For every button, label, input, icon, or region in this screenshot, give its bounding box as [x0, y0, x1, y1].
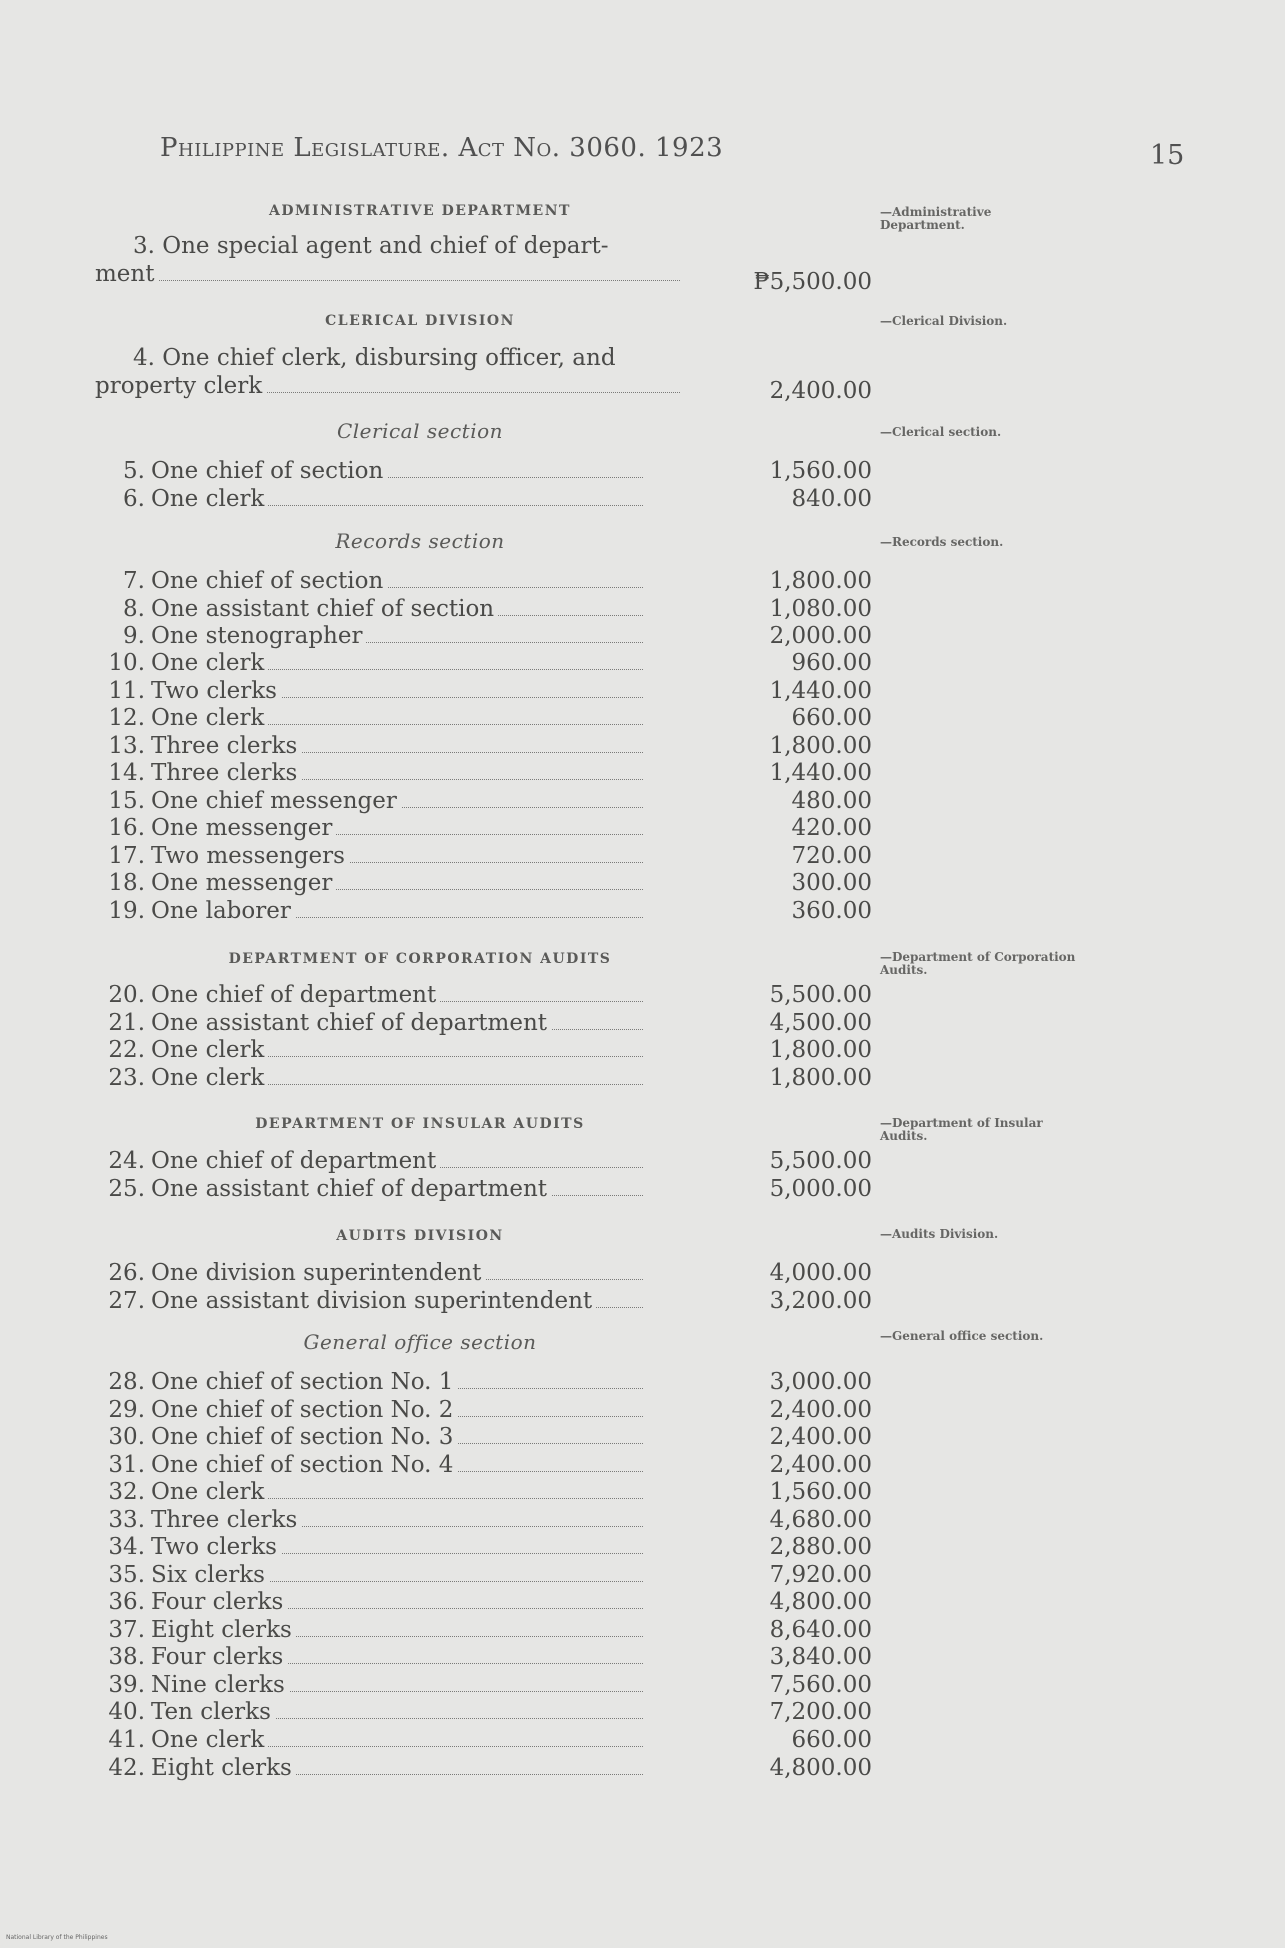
entry-4-number: 4.	[133, 345, 155, 371]
line-item-amount: 5,500.00	[769, 982, 872, 1008]
line-item-number: 21.	[108, 1010, 145, 1036]
entry-4-line1: One chief clerk, disbursing officer, and	[162, 345, 616, 371]
line-item-text: One messenger	[151, 815, 336, 841]
line-item-amount: 2,400.00	[769, 1424, 872, 1450]
line-item	[95, 1699, 651, 1727]
heading-records-section: Records section	[335, 529, 505, 553]
line-item-description	[151, 1507, 651, 1533]
line-item-text: One clerk	[151, 1037, 268, 1063]
line-item-number: 18.	[108, 870, 145, 896]
line-item-description	[151, 1148, 651, 1174]
line-item-number: 6.	[123, 486, 145, 512]
line-item-text: One chief of department	[151, 982, 440, 1008]
line-item	[95, 1176, 651, 1204]
line-item-number: 5.	[123, 458, 145, 484]
line-item	[95, 1288, 651, 1316]
line-item-number: 20.	[108, 982, 145, 1008]
line-item-amount: 5,500.00	[769, 1148, 872, 1174]
line-item-text: One clerk	[151, 1727, 268, 1753]
line-item-text: One chief of section No. 4	[151, 1452, 457, 1478]
line-item	[95, 1644, 651, 1672]
entry-3-line2: ment	[95, 261, 158, 287]
side-note-administrative: —Administrative Department.	[880, 205, 992, 232]
side-note-corporation-audits: —Department of Corporation Audits.	[880, 950, 1076, 977]
line-item-number: 26.	[108, 1260, 145, 1286]
line-item-description	[151, 705, 651, 731]
line-item-text: Four clerks	[151, 1644, 287, 1670]
line-item-description	[151, 1479, 651, 1505]
side-note-insular-audits: —Department of Insular Audits.	[880, 1116, 1043, 1143]
line-item-number: 10.	[108, 650, 145, 676]
line-item-description	[151, 1534, 651, 1560]
line-item-description	[151, 1397, 651, 1423]
line-item-description	[151, 1589, 651, 1615]
line-item-amount: 1,800.00	[769, 1065, 872, 1091]
line-item-number: 7.	[123, 568, 145, 594]
line-item-text: One clerk	[151, 1065, 268, 1091]
line-item-amount: 4,800.00	[769, 1589, 872, 1615]
line-item-text: Two clerks	[151, 1534, 281, 1560]
line-item-number: 24.	[108, 1148, 145, 1174]
line-item	[95, 650, 651, 678]
line-item-description	[151, 458, 651, 484]
line-item-text: Eight clerks	[151, 1755, 296, 1781]
line-item-text: Three clerks	[151, 760, 301, 786]
line-item-number: 25.	[108, 1176, 145, 1202]
entry-4	[95, 344, 680, 400]
line-item-amount: 7,920.00	[769, 1562, 872, 1588]
line-item-text: One laborer	[151, 898, 295, 924]
line-item-text: One chief of section No. 1	[151, 1369, 457, 1395]
line-item-number: 12.	[108, 705, 145, 731]
line-item-description	[151, 1699, 651, 1725]
line-item-amount: 8,640.00	[769, 1617, 872, 1643]
line-item	[95, 788, 651, 816]
line-item-number: 9.	[123, 623, 145, 649]
line-item	[95, 1065, 651, 1093]
line-item	[95, 705, 651, 733]
line-item	[95, 733, 651, 761]
line-item-description	[151, 1424, 651, 1450]
line-item-text: One assistant chief of department	[151, 1176, 551, 1202]
line-item-number: 16.	[108, 815, 145, 841]
line-item-text: One stenographer	[151, 623, 366, 649]
line-item-text: One clerk	[151, 1479, 268, 1505]
line-item-amount: 480.00	[791, 788, 872, 814]
line-item-description	[151, 1037, 651, 1063]
line-item-amount: 5,000.00	[769, 1176, 872, 1202]
line-item-description	[151, 1288, 651, 1314]
line-item-text: One chief of section	[151, 458, 387, 484]
line-item	[95, 458, 651, 486]
side-note-clerical-division: —Clerical Division.	[880, 314, 1008, 328]
line-item	[95, 568, 651, 596]
line-item	[95, 898, 651, 926]
line-item	[95, 1589, 651, 1617]
line-item-number: 22.	[108, 1037, 145, 1063]
line-item-amount: 1,560.00	[769, 1479, 872, 1505]
line-item-number: 17.	[108, 843, 145, 869]
line-item	[95, 760, 651, 788]
page-header-title: Philippine Legislature. Act No. 3060. 1923	[160, 133, 724, 163]
line-item	[95, 1424, 651, 1452]
line-item-number: 23.	[108, 1065, 145, 1091]
line-item-amount: 2,000.00	[769, 623, 872, 649]
line-item-description	[151, 1065, 651, 1091]
line-item-amount: 3,840.00	[769, 1644, 872, 1670]
entry-3	[95, 232, 680, 288]
line-item-description	[151, 1617, 651, 1643]
line-item-text: Two clerks	[151, 678, 281, 704]
entry-3-number: 3.	[133, 233, 155, 259]
line-item-text: Two messengers	[151, 843, 349, 869]
line-item	[95, 1260, 651, 1288]
line-item-description	[151, 1176, 651, 1202]
line-item-text: One division superintendent	[151, 1260, 485, 1286]
line-item-description	[151, 678, 651, 704]
line-item	[95, 982, 651, 1010]
line-item-number: 37.	[108, 1617, 145, 1643]
line-item-description	[151, 1727, 651, 1753]
line-item-description	[151, 623, 651, 649]
line-item-text: One chief of section	[151, 568, 387, 594]
line-item-amount: 1,560.00	[769, 458, 872, 484]
line-item-number: 31.	[108, 1452, 145, 1478]
line-item	[95, 843, 651, 871]
line-item	[95, 1010, 651, 1038]
line-item-description	[151, 486, 651, 512]
line-item-text: One messenger	[151, 870, 336, 896]
line-item-text: One chief of section No. 2	[151, 1397, 457, 1423]
entry-3-amount: ₱5,500.00	[753, 269, 872, 295]
line-item-description	[151, 788, 651, 814]
line-item-text: One assistant chief of department	[151, 1010, 551, 1036]
line-item-text: One clerk	[151, 705, 268, 731]
line-item-number: 35.	[108, 1562, 145, 1588]
heading-general-office-section: General office section	[303, 1330, 537, 1354]
side-note-clerical-section: —Clerical section.	[880, 425, 1002, 439]
line-item-amount: 1,800.00	[769, 568, 872, 594]
line-item-text: Three clerks	[151, 733, 301, 759]
line-item	[95, 1037, 651, 1065]
line-item-text: Nine clerks	[151, 1672, 289, 1698]
line-item-number: 32.	[108, 1479, 145, 1505]
line-item-text: Ten clerks	[151, 1699, 275, 1725]
line-item	[95, 1479, 651, 1507]
line-item	[95, 1534, 651, 1562]
line-item-description	[151, 1755, 651, 1781]
line-item-number: 38.	[108, 1644, 145, 1670]
line-item-number: 39.	[108, 1672, 145, 1698]
side-note-audits-division: —Audits Division.	[880, 1227, 999, 1241]
line-item-amount: 360.00	[791, 898, 872, 924]
line-item-amount: 3,000.00	[769, 1369, 872, 1395]
line-item-amount: 300.00	[791, 870, 872, 896]
line-item	[95, 815, 651, 843]
line-item-amount: 4,000.00	[769, 1260, 872, 1286]
heading-clerical-section: Clerical section	[336, 419, 504, 443]
line-item-text: Six clerks	[151, 1562, 269, 1588]
line-item	[95, 596, 651, 624]
line-item-number: 36.	[108, 1589, 145, 1615]
line-item-text: Four clerks	[151, 1589, 287, 1615]
heading-clerical-division: CLERICAL DIVISION	[325, 313, 515, 329]
line-item-number: 29.	[108, 1397, 145, 1423]
line-item-amount: 1,440.00	[769, 760, 872, 786]
line-item	[95, 486, 651, 514]
side-note-general-office: —General office section.	[880, 1329, 1044, 1343]
heading-insular-audits: DEPARTMENT OF INSULAR AUDITS	[255, 1116, 585, 1132]
line-item-description	[151, 760, 651, 786]
line-item-amount: 7,200.00	[769, 1699, 872, 1725]
side-note-records-section: —Records section.	[880, 535, 1004, 549]
line-item-amount: 960.00	[791, 650, 872, 676]
line-item-amount: 1,800.00	[769, 733, 872, 759]
line-item-number: 19.	[108, 898, 145, 924]
line-item-amount: 1,440.00	[769, 678, 872, 704]
line-item-text: One clerk	[151, 486, 268, 512]
line-item-number: 34.	[108, 1534, 145, 1560]
line-item	[95, 1562, 651, 1590]
line-item-text: One assistant chief of section	[151, 596, 498, 622]
line-item-description	[151, 1010, 651, 1036]
heading-administrative-department: ADMINISTRATIVE DEPARTMENT	[269, 203, 571, 219]
line-item-number: 27.	[108, 1288, 145, 1314]
line-item-text: Eight clerks	[151, 1617, 296, 1643]
footer-credit: National Library of the Philippines	[6, 1934, 108, 1941]
entry-4-amount: 2,400.00	[769, 378, 872, 404]
line-item	[95, 678, 651, 706]
line-item-amount: 660.00	[791, 705, 872, 731]
line-item-amount: 4,680.00	[769, 1507, 872, 1533]
line-item-text: One assistant division superintendent	[151, 1288, 596, 1314]
line-item	[95, 1507, 651, 1535]
line-item-description	[151, 733, 651, 759]
line-item-amount: 3,200.00	[769, 1288, 872, 1314]
heading-corporation-audits: DEPARTMENT OF CORPORATION AUDITS	[228, 951, 612, 967]
line-item-description	[151, 982, 651, 1008]
line-item-description	[151, 596, 651, 622]
line-item	[95, 1672, 651, 1700]
line-item-description	[151, 1452, 651, 1478]
line-item	[95, 623, 651, 651]
line-item-text: One chief of department	[151, 1148, 440, 1174]
line-item-number: 30.	[108, 1424, 145, 1450]
line-item-amount: 2,880.00	[769, 1534, 872, 1560]
line-item-amount: 1,080.00	[769, 596, 872, 622]
line-item-description	[151, 1369, 651, 1395]
line-item-amount: 4,800.00	[769, 1755, 872, 1781]
line-item	[95, 870, 651, 898]
line-item-description	[151, 650, 651, 676]
line-item	[95, 1148, 651, 1176]
line-item-number: 14.	[108, 760, 145, 786]
line-item	[95, 1617, 651, 1645]
line-item	[95, 1397, 651, 1425]
line-item-amount: 2,400.00	[769, 1452, 872, 1478]
line-item-description	[151, 1644, 651, 1670]
line-item-amount: 4,500.00	[769, 1010, 872, 1036]
line-item-description	[151, 1562, 651, 1588]
line-item-amount: 2,400.00	[769, 1397, 872, 1423]
line-item-description	[151, 870, 651, 896]
line-item	[95, 1452, 651, 1480]
line-item-number: 11.	[108, 678, 145, 704]
line-item-amount: 420.00	[791, 815, 872, 841]
page-number: 15	[1150, 140, 1185, 171]
line-item	[95, 1755, 651, 1783]
line-item-description	[151, 1260, 651, 1286]
entry-4-line2: property clerk	[95, 373, 266, 399]
line-item	[95, 1369, 651, 1397]
line-item-number: 28.	[108, 1369, 145, 1395]
line-item-text: One chief messenger	[151, 788, 401, 814]
line-item-description	[151, 1672, 651, 1698]
line-item-number: 41.	[108, 1727, 145, 1753]
line-item-number: 33.	[108, 1507, 145, 1533]
line-item	[95, 1727, 651, 1755]
line-item-amount: 660.00	[791, 1727, 872, 1753]
line-item-amount: 720.00	[791, 843, 872, 869]
line-item-number: 13.	[108, 733, 145, 759]
heading-audits-division: AUDITS DIVISION	[336, 1228, 504, 1244]
line-item-description	[151, 568, 651, 594]
line-item-number: 8.	[123, 596, 145, 622]
line-item-description	[151, 843, 651, 869]
line-item-amount: 840.00	[791, 486, 872, 512]
line-item-number: 40.	[108, 1699, 145, 1725]
line-item-text: One chief of section No. 3	[151, 1424, 457, 1450]
line-item-text: Three clerks	[151, 1507, 301, 1533]
line-item-number: 15.	[108, 788, 145, 814]
entry-3-line1: One special agent and chief of depart-	[162, 233, 609, 259]
line-item-amount: 7,560.00	[769, 1672, 872, 1698]
line-item-amount: 1,800.00	[769, 1037, 872, 1063]
line-item-description	[151, 815, 651, 841]
line-item-text: One clerk	[151, 650, 268, 676]
line-item-description	[151, 898, 651, 924]
line-item-number: 42.	[108, 1755, 145, 1781]
